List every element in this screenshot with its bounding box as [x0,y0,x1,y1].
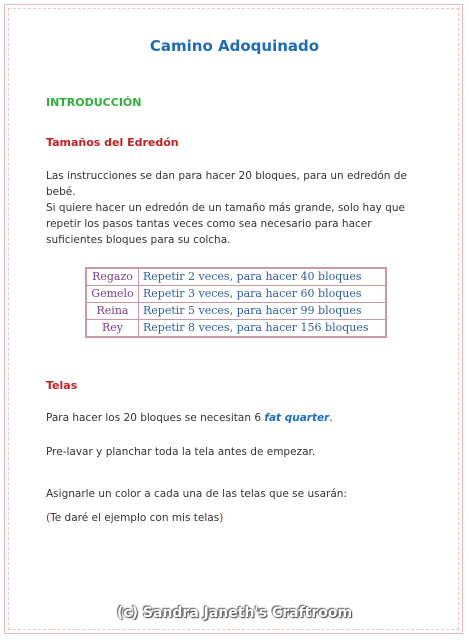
paragraph-prewash: Pre-lavar y planchar toda la tela antes de empezar. [46,446,316,458]
paragraph-fat-quarter [46,410,426,426]
table-row [86,320,386,338]
table-row [86,268,386,286]
size-name: Gemelo [86,286,139,303]
watermark: (c) Sandra Janeth's Craftroom [116,605,353,621]
size-description: Repetir 2 veces, para hacer 40 bloques [139,268,387,286]
paragraph-example-note [46,510,426,526]
fat-quarter-text-after: . [329,412,333,424]
table-row [86,286,386,303]
sizes-heading: Tamaños del Edredón [46,136,179,149]
size-description: Repetir 5 veces, para hacer 99 bloques [139,303,387,320]
size-description: Repetir 8 veces, para hacer 156 bloques [139,320,387,338]
paragraph-larger-size: Si quiere hacer un edredón de un tamaño más grande, solo hay que repetir los pasos tantas veces como sea necesario para hacer suficientes bloques para su colcha. [46,202,405,246]
size-description: Repetir 3 veces, para hacer 60 bloques [139,286,387,303]
size-name: Rey [86,320,139,338]
page-title: Camino Adoquinado [149,37,320,55]
fat-quarter-text-before: Para hacer los 20 bloques se necesitan 6 [46,412,265,424]
size-name: Regazo [86,268,139,286]
paragraph-assign-color: Asignarle un color a cada una de las telas que se usarán: [46,488,347,500]
fat-quarter-term: fat quarter [264,412,330,424]
example-text: Te daré el ejemplo con mis telas [50,512,220,524]
table-row [86,303,386,320]
sizes-table [85,267,387,338]
paragraph-instructions: Las instrucciones se dan para hacer 20 bloques, para un edredón de bebé. [46,170,407,198]
intro-heading: INTRODUCCIÓN [46,96,142,109]
size-name: Reina [86,303,139,320]
example-open-paren: ( [46,512,51,524]
example-close-paren: ) [219,512,224,524]
fabrics-heading: Telas [46,379,78,392]
